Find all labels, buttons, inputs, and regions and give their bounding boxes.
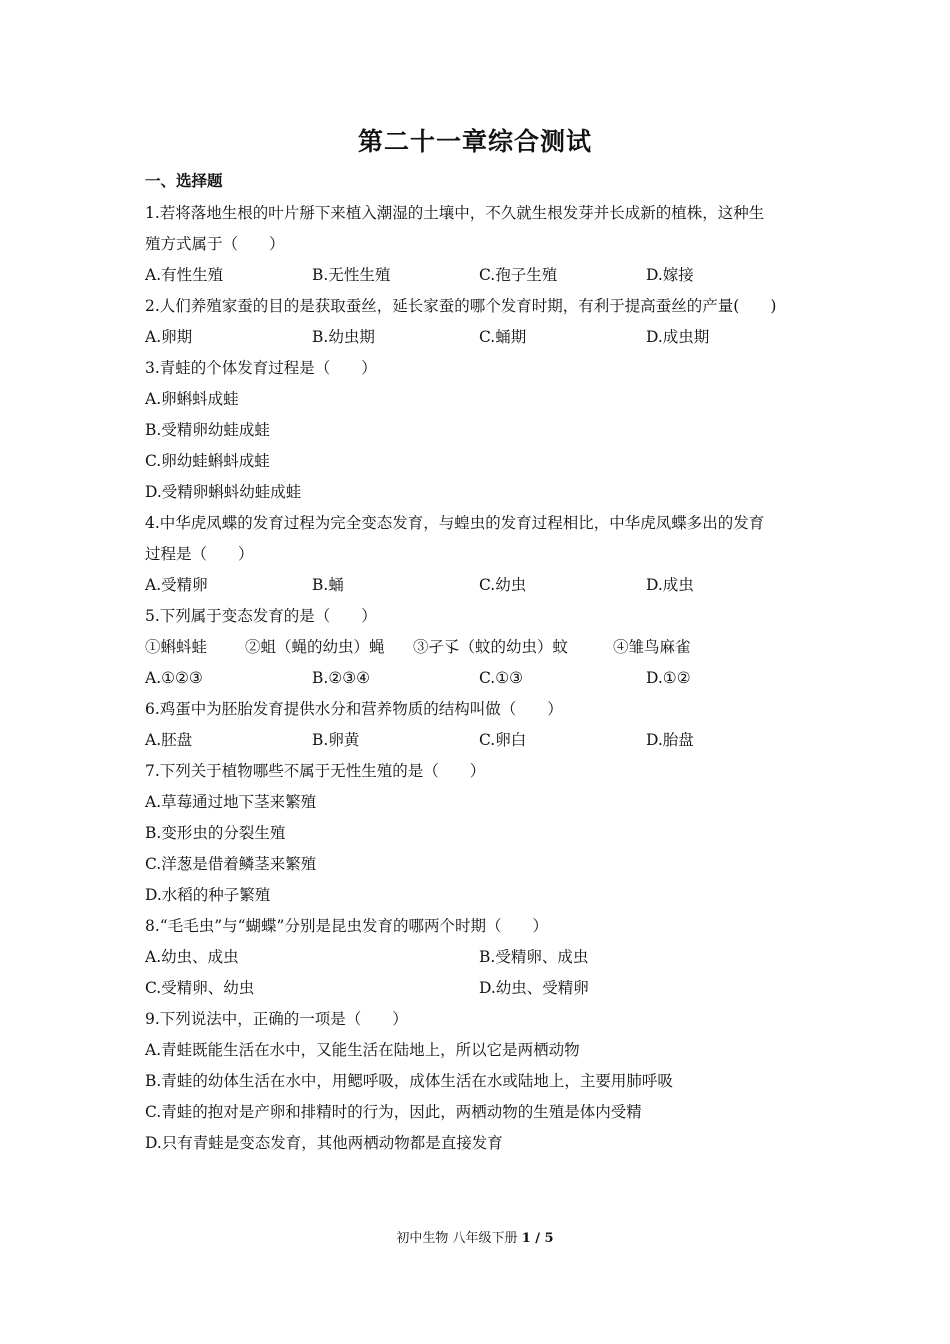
option-d: D.嫁接 [646,266,694,284]
question-7 [145,756,825,911]
option-a: A.幼虫、成虫 [145,948,239,966]
option-c: C.卵白 [479,731,527,749]
page-title: 第二十一章综合测试 [357,127,592,156]
option-d: D.幼虫、受精卵 [479,979,589,997]
question-6 [145,694,825,756]
option-b: B.②③④ [312,669,371,687]
option-a: A.青蛙既能生活在水中，又能生活在陆地上，所以它是两栖动物 [145,1041,580,1059]
page-number: 1 / 5 [521,1231,554,1246]
options-row [145,570,825,601]
option-c: C.蛹期 [479,328,527,346]
question-stem: 5.下列属于变态发育的是（ ） [145,607,377,625]
option-b: B.受精卵幼蛙成蛙 [145,421,270,439]
question-stem: 6.鸡蛋中为胚胎发育提供水分和营养物质的结构叫做（ ） [145,700,563,718]
question-stem: 9.下列说法中，正确的一项是（ ） [145,1010,408,1028]
option-a: A.受精卵 [145,576,208,594]
question-stem: 3.青蛙的个体发育过程是（ ） [145,359,377,377]
footer-label: 初中生物 八年级下册 [396,1231,518,1246]
option-d: D.①② [646,669,691,687]
section-heading: 一、选择题 [145,171,223,190]
question-stem-continued: 过程是（ ） [145,545,254,563]
option-a: A.卵蝌蚪成蛙 [145,390,239,408]
question-5 [145,601,825,694]
option-d: D.成虫 [646,576,694,594]
statement-item-4: ④雏鸟麻雀 [613,638,691,656]
options-row [145,322,825,353]
option-b: B.青蛙的幼体生活在水中，用鳃呼吸，成体生活在水或陆地上，主要用肺呼吸 [145,1072,673,1090]
statement-items [145,632,825,663]
question-3 [145,353,825,508]
option-c: C.幼虫 [479,576,527,594]
option-c: C.受精卵、幼虫 [145,979,255,997]
statement-item-3: ③孑孓（蚊的幼虫）蚊 [413,638,569,656]
option-b: B.变形虫的分裂生殖 [145,824,286,842]
option-d: D.只有青蛙是变态发育，其他两栖动物都是直接发育 [145,1134,503,1152]
options-row [145,942,825,973]
option-a: A.有性生殖 [145,266,224,284]
option-c: C.卵幼蛙蝌蚪成蛙 [145,452,270,470]
page-footer [0,1227,950,1246]
option-c: C.青蛙的抱对是产卵和排精时的行为，因此，两栖动物的生殖是体内受精 [145,1103,642,1121]
statement-item-2: ②蛆（蝇的幼虫）蝇 [245,638,385,656]
option-c: C.①③ [479,669,524,687]
option-b: B.蛹 [312,576,344,594]
options-row [145,725,825,756]
question-stem: 4.中华虎凤蝶的发育过程为完全变态发育，与蝗虫的发育过程相比，中华虎凤蝶多出的发育 [145,514,765,532]
option-b: B.幼虫期 [312,328,375,346]
option-a: A.卵期 [145,328,193,346]
option-d: D.水稻的种子繁殖 [145,886,271,904]
option-a: A.草莓通过地下茎来繁殖 [145,793,317,811]
options-row [145,973,825,1004]
question-4 [145,508,825,601]
option-d: D.成虫期 [646,328,710,346]
option-a: A.①②③ [145,669,203,687]
option-b: B.无性生殖 [312,266,391,284]
question-stem: 1.若将落地生根的叶片掰下来植入潮湿的土壤中，不久就生根发芽并长成新的植株，这种生 [145,204,765,222]
options-row [145,663,825,694]
question-list [145,170,825,1159]
option-d: D.胎盘 [646,731,694,749]
option-c: C.孢子生殖 [479,266,558,284]
question-9 [145,1004,825,1159]
question-stem: 7.下列关于植物哪些不属于无性生殖的是（ ） [145,762,486,780]
statement-item-1: ①蝌蚪蛙 [145,638,208,656]
question-stem: 2.人们养殖家蚕的目的是获取蚕丝，延长家蚕的哪个发育时期，有利于提高蚕丝的产量( ) [145,297,777,315]
options-row [145,260,825,291]
question-2 [145,291,825,353]
option-c: C.洋葱是借着鳞茎来繁殖 [145,855,317,873]
question-stem-continued: 殖方式属于（ ） [145,235,285,253]
question-8 [145,911,825,1004]
option-d: D.受精卵蝌蚪幼蛙成蛙 [145,483,302,501]
option-b: B.卵黄 [312,731,360,749]
question-1 [145,198,825,291]
option-a: A.胚盘 [145,731,193,749]
option-b: B.受精卵、成虫 [479,948,589,966]
question-stem: 8.“毛毛虫”与“蝴蝶”分别是昆虫发育的哪两个时期（ ） [145,917,548,935]
